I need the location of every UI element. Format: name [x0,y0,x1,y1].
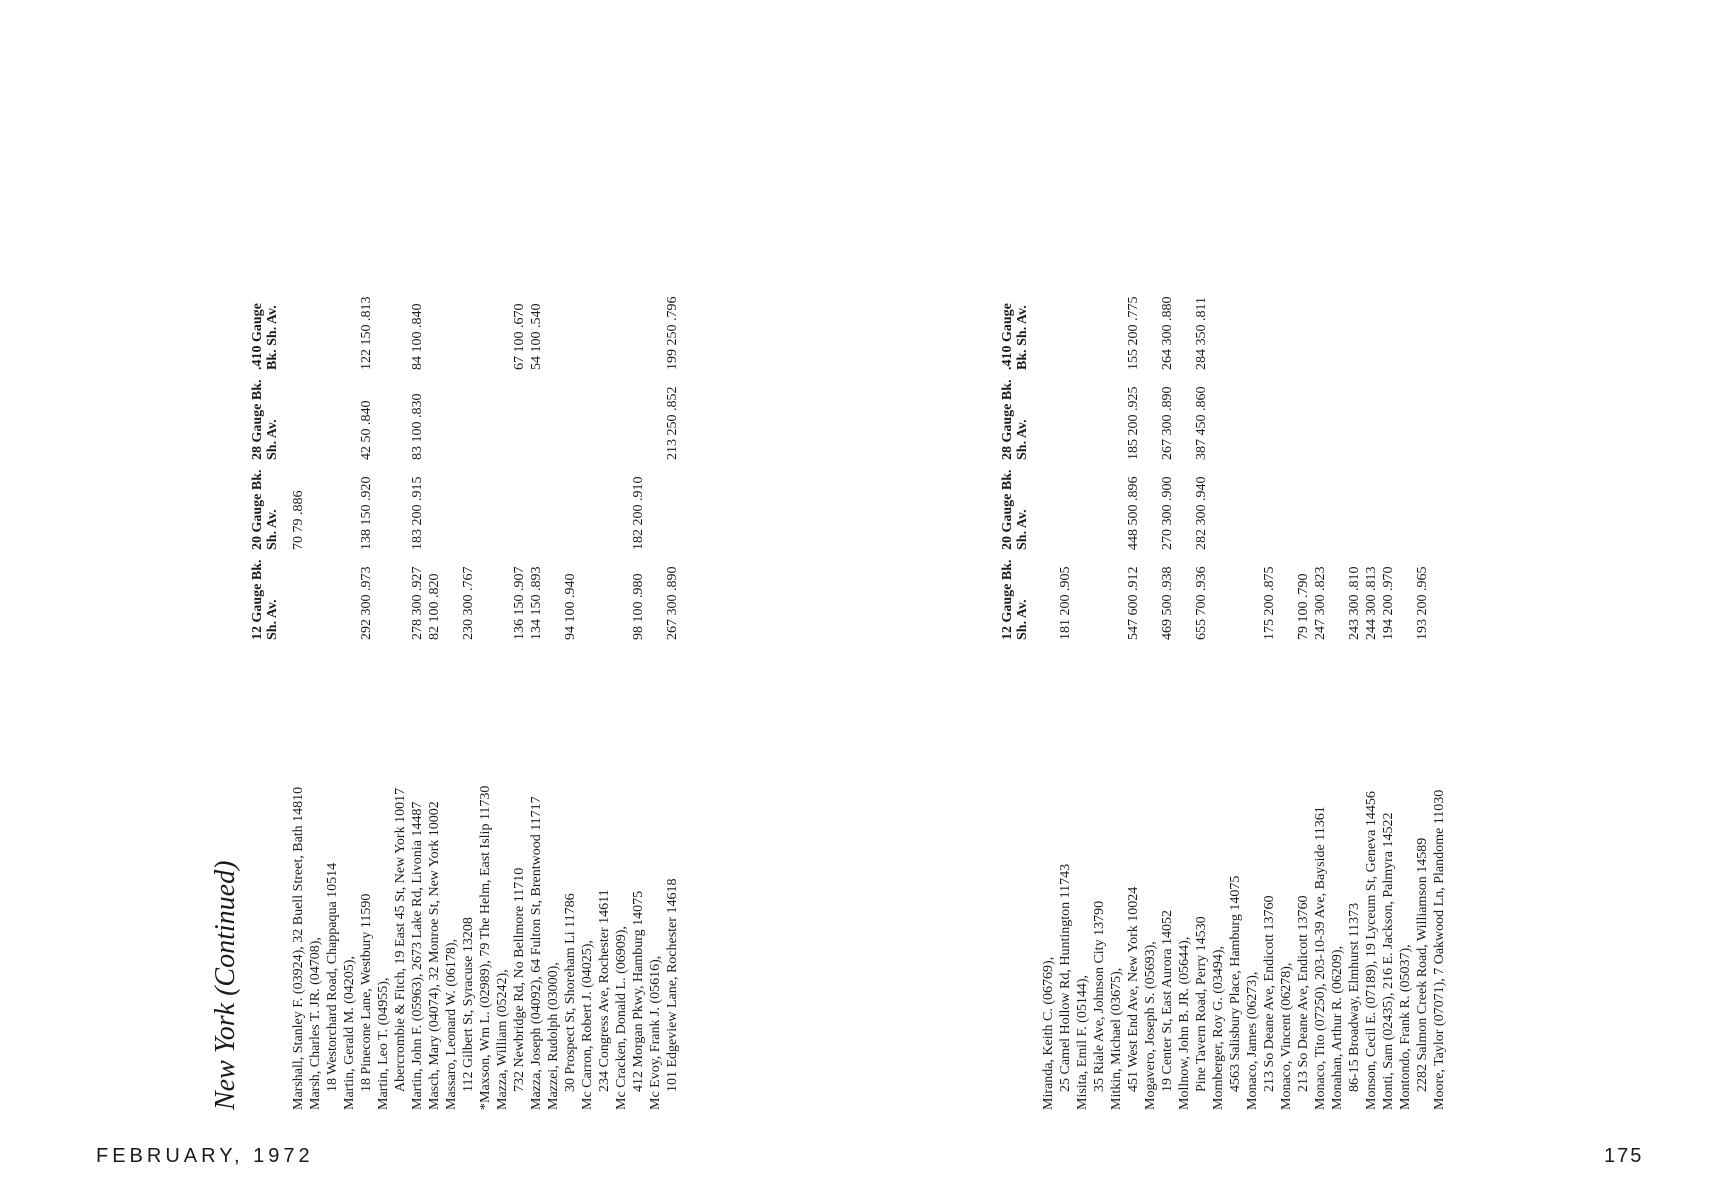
entry-scores [1346,280,1363,640]
entry-name: Massaro, Leonard W. (06178), [444,938,459,1110]
score-g20 [1363,460,1380,550]
directory-entry [1431,790,1448,1110]
score-g28: 185 200 .925 [1126,386,1141,460]
entry-name: Mc Evoy, Frank J. (05616), [648,955,663,1110]
entry-address: 451 West End Ave, New York 10024 [1126,886,1141,1092]
score-g410: 284 350 .811 [1194,297,1209,370]
header-12-gauge: 12 Gauge Bk. Sh. Av. [250,559,280,640]
entry-name: Mazza, Joseph (04092), 64 Fulton St, Brentwood 11717 [529,796,544,1110]
directory-entry [579,889,613,1110]
page-number: 175 [1604,1145,1644,1167]
score-g20: 183 200 .915 [410,476,425,550]
entry-address: 18 Westorchard Road, Chappaqua 10514 [325,862,340,1092]
entry-scores [1057,280,1074,640]
score-g28 [290,370,307,460]
entry-scores [1125,280,1142,640]
entry-name: Monson, Cecil E. (07189), 19 Lyceum St, Geneva 14456 [1364,791,1379,1110]
score-g20 [1346,460,1363,550]
score-g12: 98 100 .980 [631,573,646,640]
entry-name: Martin, John F. (05963), 2673 Lake Rd, Livonia 14487 [410,801,425,1110]
entry-name: Miranda, Keith C. (06769), [1041,956,1056,1110]
score-g28: 267 300 .890 [1160,386,1175,460]
score-g410 [1380,280,1397,370]
entry-address: 4563 Salisbury Place, Hamburg 14075 [1228,875,1243,1092]
score-g12: 181 200 .905 [1058,566,1073,640]
score-g12: 655 700 .936 [1194,566,1209,640]
entry-scores [511,280,528,640]
entry-address: 412 Morgan Pkwy, Hamburg 14075 [631,890,646,1092]
directory-entry [1142,910,1176,1110]
score-g20 [460,460,477,550]
directory-entry [409,802,426,1110]
score-g12: 94 100 .940 [563,573,578,640]
directory-entry [1244,896,1278,1111]
entry-scores [290,280,307,640]
score-g20 [562,460,579,550]
entry-scores [460,280,477,640]
entry-name: Mazzei, Rudolph (03000), [546,962,561,1110]
score-g410: 67 100 .670 [512,303,527,370]
directory-entry [1210,876,1244,1110]
entry-scores [426,280,443,640]
score-g28 [1295,370,1312,460]
entry-scores [664,280,681,640]
entry-scores [409,280,426,640]
entry-name: Mc Cracken, Donald L. (06909), [614,926,629,1110]
header-28-gauge: 28 Gauge Bk. Sh. Av. [1000,379,1030,460]
score-g20 [1261,460,1278,550]
directory-entry [528,796,545,1110]
score-g20: 138 150 .920 [359,476,374,550]
score-g20 [1295,460,1312,550]
score-g410 [460,280,477,370]
score-g410 [1363,280,1380,370]
directory-entry [545,893,579,1110]
score-g20 [1380,460,1397,550]
header-20-gauge: 20 Gauge Bk. Sh. Av. [1000,469,1030,550]
score-g410: 199 250 .796 [665,296,680,370]
score-g28: 83 100 .830 [410,393,425,460]
directory-entry [494,868,528,1110]
score-g410 [1057,280,1074,370]
score-g12: 247 300 .823 [1313,566,1328,640]
score-g28 [511,370,528,460]
entry-address: 732 Newbridge Rd, No Bellmore 11710 [512,867,527,1092]
entry-name: Montondo, Frank R. (05037), [1398,944,1413,1110]
directory-entry [1278,896,1312,1111]
section-title: New York (Continued) [210,860,241,1110]
score-g12: 79 100 .790 [1296,573,1311,640]
directory-entry [375,788,409,1110]
entry-address: 35 Riale Ave, Johnson City 13790 [1092,900,1107,1092]
entry-name: Monaco, Tito (07250), 203-10-39 Ave, Bayside 11361 [1313,806,1328,1110]
score-g410 [630,280,647,370]
entry-name: Martin, Gerald M. (04205), [342,956,357,1110]
score-g28 [1380,370,1397,460]
entry-address: 213 So Deane Ave, Endicott 13760 [1262,895,1277,1092]
score-g28 [630,370,647,460]
entry-scores [630,280,647,640]
score-g28 [1414,370,1431,460]
header-20-gauge: 20 Gauge Bk. Sh. Av. [250,469,280,550]
score-g20: 70 79 .886 [291,490,306,550]
score-g20: 270 300 .900 [1160,476,1175,550]
directory-entry [443,917,477,1110]
score-g28 [1057,370,1074,460]
score-g20 [664,460,681,550]
score-g12: 136 150 .907 [512,566,527,640]
entry-scores [1261,280,1278,640]
entry-name: Moore, Taylor (07071), 7 Oakwood Ln, Plandome 11030 [1432,789,1447,1110]
score-g12: 469 500 .938 [1160,566,1175,640]
entry-name: Mollnow, John B. JR. (05644), [1177,936,1192,1110]
directory-entry [647,879,681,1110]
score-g12: 175 200 .875 [1262,566,1277,640]
score-g28: 42 50 .840 [359,400,374,460]
entry-name: Mazza, William (05242), [495,969,510,1110]
score-g12: 82 100 .820 [427,573,442,640]
directory-entry [1380,813,1397,1110]
directory-entry [477,786,494,1110]
score-g410: 155 200 .775 [1126,296,1141,370]
entry-name: Mitkin, Michael (03675), [1109,967,1124,1110]
entry-address: 213 So Deane Ave, Endicott 13760 [1296,895,1311,1092]
score-g12: 243 300 .810 [1347,566,1362,640]
score-g410 [1295,280,1312,370]
score-g28 [1363,370,1380,460]
score-g28 [1312,370,1329,460]
directory-entry [426,801,443,1110]
entry-address: 101 Edgeview Lane, Rochester 14618 [665,878,680,1092]
score-g12: 267 300 .890 [665,566,680,640]
score-g28 [562,370,579,460]
header-28-gauge: 28 Gauge Bk. Sh. Av. [250,379,280,460]
score-g28 [460,370,477,460]
score-g410: 122 150 .813 [359,296,374,370]
directory-entry [613,891,647,1110]
entry-name: Marshall, Stanley F. (03924), 32 Buell Street, Bath 14810 [291,786,306,1110]
score-g12: 193 200 .965 [1415,566,1430,640]
directory-entry [290,787,307,1110]
entry-address: 112 Gilbert St, Syracuse 13208 [461,917,476,1092]
score-g12: 194 200 .970 [1381,566,1396,640]
directory-entry [341,894,375,1110]
score-g20: 282 300 .940 [1194,476,1209,550]
entry-address: 19 Center St, East Aurora 14052 [1160,910,1175,1092]
footer-date: FEBRUARY, 1972 [96,1145,314,1167]
entry-address: 30 Prospect St, Shoreham Li 11786 [563,893,578,1092]
entry-scores [358,280,375,640]
entry-name: Monahan, Arthur R. (06209), [1330,945,1345,1110]
directory-entry [1329,903,1363,1110]
score-g20 [1414,460,1431,550]
score-g410 [1414,280,1431,370]
score-g12: 244 300 .813 [1364,566,1379,640]
entry-address: 18 Pinecone Lane, Westbury 11590 [359,893,374,1092]
score-g28 [528,370,545,460]
score-g410 [426,280,443,370]
entry-address: Pine Tavern Road, Perry 14530 [1194,916,1209,1092]
entry-name: Martin, Leo T. (04955), [376,977,391,1110]
directory-entry [307,863,341,1110]
score-g20: 182 200 .910 [631,476,646,550]
directory-entry [1397,838,1431,1110]
entry-scores [1380,280,1397,640]
header-12-gauge: 12 Gauge Bk. Sh. Av. [1000,559,1030,640]
score-g20 [426,460,443,550]
entry-scores [1414,280,1431,640]
score-g410 [290,280,307,370]
entry-name: Misita, Emil F. (05144), [1075,975,1090,1110]
score-g410 [1346,280,1363,370]
score-g410: 264 300 .880 [1160,296,1175,370]
entry-scores [1363,280,1380,640]
directory-entry [1040,864,1074,1110]
directory-entry [1108,887,1142,1110]
entry-scores [1295,280,1312,640]
score-g28 [1261,370,1278,460]
score-g12: 278 300 .927 [410,566,425,640]
entry-name: Monaco, Vincent (06278), [1279,962,1294,1110]
header-410-gauge: .410 Gauge Bk. Sh. Av. [1000,303,1030,370]
entry-name: Mc Carron, Robert J. (04025), [580,940,595,1110]
entry-name: Monaco, James (06273), [1245,971,1260,1110]
score-g410 [1261,280,1278,370]
score-g28 [1346,370,1363,460]
entry-name: *Maxson, Wm L. (02989), 79 The Helm, East Islip 11730 [478,785,493,1110]
score-g20 [511,460,528,550]
score-g12: 230 300 .767 [461,566,476,640]
entry-scores [1193,280,1210,640]
entry-scores [1159,280,1176,640]
entry-scores [528,280,545,640]
score-g20 [528,460,545,550]
score-g410 [1312,280,1329,370]
score-g12: 547 600 .912 [1126,566,1141,640]
score-g28: 387 450 .860 [1194,386,1209,460]
directory-entry [1176,916,1210,1110]
entry-scores [562,280,579,640]
column-headers-right [1000,280,1030,640]
score-g20: 448 500 .896 [1126,476,1141,550]
entry-name: Marsh, Charles T. JR. (04708), [308,937,323,1110]
score-g410 [562,280,579,370]
directory-entry [1363,791,1380,1110]
entry-address: 86-15 Broadway, Elmhurst 11373 [1347,902,1362,1092]
score-g12: 134 150 .893 [529,566,544,640]
score-g20 [1057,460,1074,550]
directory-entry [1312,806,1329,1110]
score-g410: 54 100 .540 [529,303,544,370]
score-g28 [426,370,443,460]
entry-name: Monti, Sam (02435), 216 E. Jackson, Palmyra 14522 [1381,812,1396,1110]
entry-address: Abercrombie & Fitch, 19 East 45 St, New York 10017 [393,787,408,1092]
score-g12: 292 300 .973 [359,566,374,640]
entry-address: 2282 Salmon Creek Road, Williamson 14589 [1415,837,1430,1092]
column-headers-left [250,280,280,640]
score-g410: 84 100 .840 [410,303,425,370]
entry-address: 25 Camel Hollow Rd, Huntington 11743 [1058,863,1073,1092]
header-410-gauge: .410 Gauge Bk. Sh. Av. [250,303,280,370]
score-g20 [1312,460,1329,550]
score-g28: 213 250 .852 [665,386,680,460]
entry-name: Mogavero, Joseph S. (05693), [1143,941,1158,1110]
entry-scores [1312,280,1329,640]
directory-entry [1074,901,1108,1110]
score-g12 [290,550,307,640]
entry-address: 234 Congress Ave, Rochester 14611 [597,889,612,1092]
entry-name: Momberger, Roy G. (03494), [1211,945,1226,1110]
entry-name: Masch, Mary (04074), 32 Monroe St, New York 10002 [427,801,442,1110]
